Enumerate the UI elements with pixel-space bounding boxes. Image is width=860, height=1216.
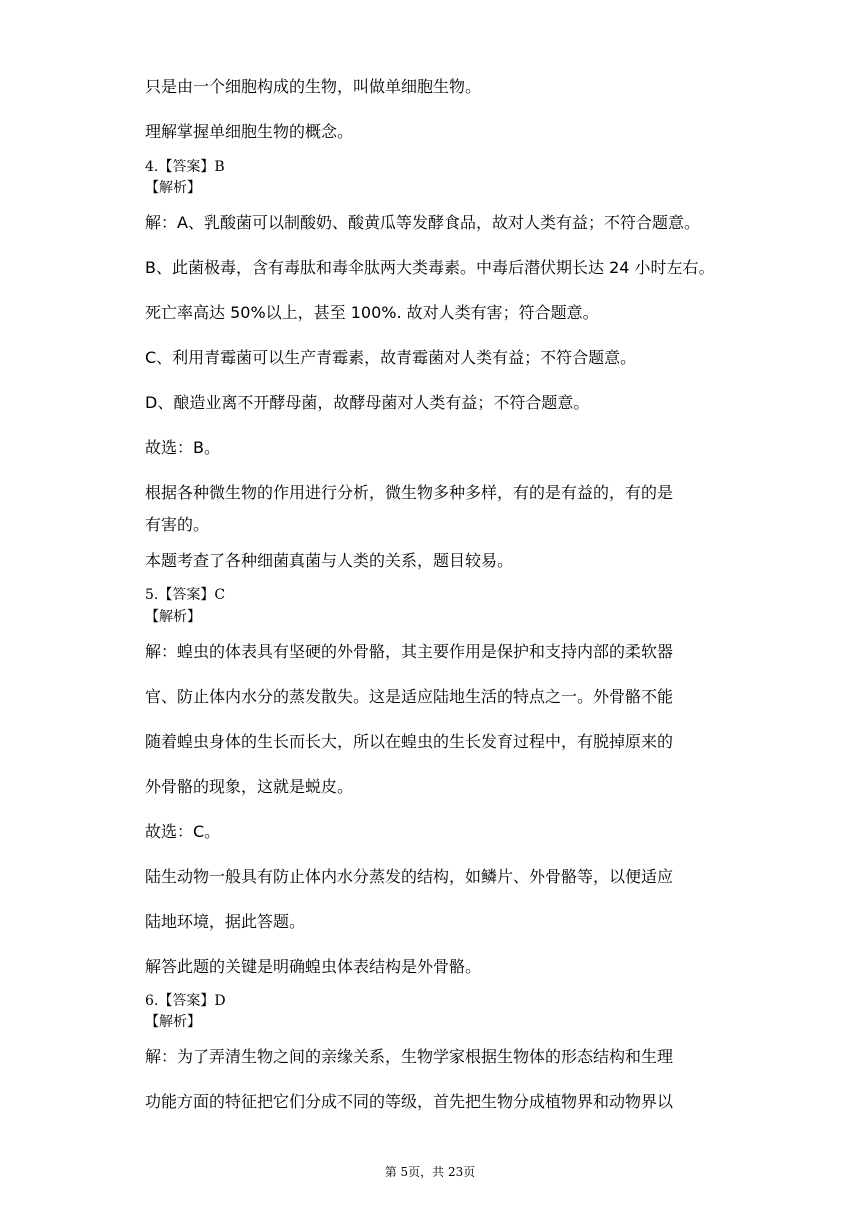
text-line: 功能方面的特征把它们分成不同的等级，首先把生物分成植物界和动物界以 [145,1092,674,1111]
text-line: 官、防止体内水分的蒸发散失。这是适应陆地生活的特点之一。外骨骼不能 [145,687,674,706]
page-footer: 第 5页，共 23页 [384,1165,476,1179]
answer-heading: 5.【答案】C [145,587,226,603]
text-line: C、利用青霉菌可以生产青霉素，故青霉菌对人类有益；不符合题意。 [145,348,637,367]
text-line: 外骨骼的现象，这就是蜕皮。 [145,777,354,796]
answer-heading: 6.【答案】D [145,993,226,1009]
text-line: 解：为了弄清生物之间的亲缘关系，生物学家根据生物体的形态结构和生理 [145,1047,674,1066]
text-line: D、酿造业离不开酵母菌，故酵母菌对人类有益；不符合题意。 [145,393,590,412]
answer-heading: 4.【答案】B [145,159,225,175]
text-line: 陆生动物一般具有防止体内水分蒸发的结构，如鳞片、外骨骼等，以便适应 [145,867,674,886]
text-line: B、此菌极毒，含有毒肽和毒伞肽两大类毒素。中毒后潜伏期长达 24 小时左右。 [145,258,715,277]
text-line: 解答此题的关键是明确蝗虫体表结构是外骨骼。 [145,957,482,976]
text-line: 陆地环境，据此答题。 [145,912,306,931]
text-line: 故选：C。 [145,822,221,841]
text-line: 只是由一个细胞构成的生物，叫做单细胞生物。 [145,77,482,96]
analysis-heading: 【解析】 [145,1014,201,1030]
text-line: 死亡率高达 50%以上，甚至 100%. 故对人类有害；符合题意。 [145,303,599,322]
text-line: 理解掌握单细胞生物的概念。 [145,122,354,141]
text-line: 本题考查了各种细菌真菌与人类的关系，题目较易。 [145,551,514,570]
text-line: 解：蝗虫的体表具有坚硬的外骨骼，其主要作用是保护和支持内部的柔软器 [145,642,674,661]
text-line: 根据各种微生物的作用进行分析，微生物多种多样，有的是有益的，有的是 [145,483,674,502]
text-line: 故选：B。 [145,438,220,457]
text-line: 有害的。 [145,515,210,534]
text-line: 解：A、乳酸菌可以制酸奶、酸黄瓜等发酵食品，故对人类有益；不符合题意。 [145,213,700,232]
analysis-heading: 【解析】 [145,609,201,625]
analysis-heading: 【解析】 [145,180,201,196]
text-line: 随着蝗虫身体的生长而长大，所以在蝗虫的生长发育过程中，有脱掉原来的 [145,732,674,751]
